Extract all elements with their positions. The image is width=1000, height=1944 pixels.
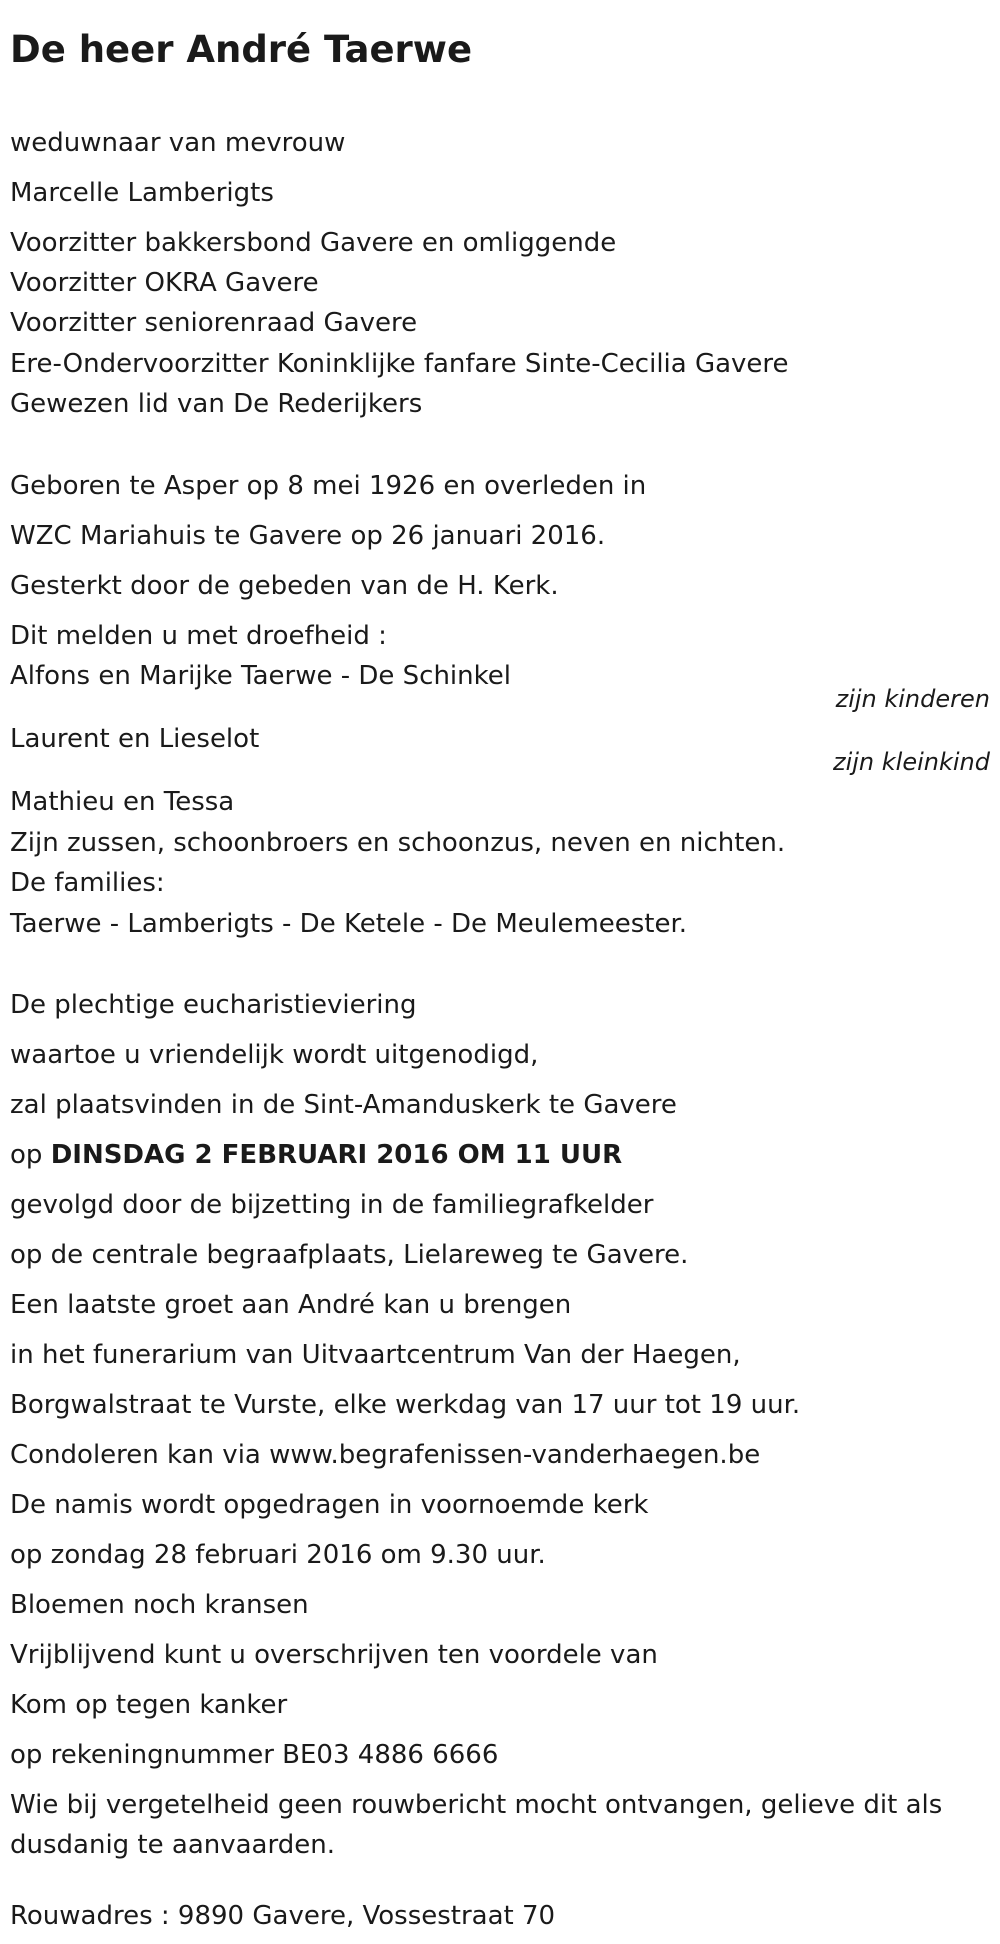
text-line: waartoe u vriendelijk wordt uitgenodigd, [10,1040,539,1070]
mourning-address: Rouwadres : 9890 Gavere, Vossestraat 70 [10,1901,556,1931]
text-line: Kom op tegen kanker [10,1690,288,1720]
text-line: gevolgd door de bijzetting in de familiegrafkelder [10,1190,654,1220]
text-line: in het funerarium van Uitvaartcentrum Van der Haegen, [10,1340,741,1370]
relation-label-children: zijn kinderen [835,685,990,713]
text-line: Vrijblijvend kunt u overschrijven ten voordele van [10,1640,658,1670]
service-date-emphasis: DINSDAG 2 FEBRUARI 2016 OM 11 UUR [50,1140,623,1170]
text-line: Borgwalstraat te Vurste, elke werkdag van 17 uur tot 19 uur. [10,1390,801,1420]
text-line: De plechtige eucharistieviering [10,990,417,1020]
text-line: Mathieu en Tessa [10,787,235,817]
text-line: zal plaatsvinden in de Sint-Amanduskerk te Gavere [10,1090,677,1120]
text-line: Alfons en Marijke Taerwe - De Schinkel [10,661,511,691]
text-paragraph: Wie bij vergetelheid geen rouwbericht mocht ontvangen, gelieve dit als dusdanig te aanvaarden. [10,1790,943,1861]
text-line: Laurent en Lieselot [10,724,260,754]
text-line: Geboren te Asper op 8 mei 1926 en overleden in [10,471,647,501]
text-line: De namis wordt opgedragen in voornoemde kerk [10,1490,649,1520]
relation-label-grandchild: zijn kleinkind [833,748,990,776]
text-line: Marcelle Lamberigts [10,178,274,208]
text-line: Zijn zussen, schoonbroers en schoonzus, neven en nichten. [10,828,786,858]
text-line: weduwnaar van mevrouw [10,128,346,158]
service-date-prefix: op [10,1140,51,1170]
text-line: Ere-Ondervoorzitter Koninklijke fanfare Sinte-Cecilia Gavere [10,349,789,379]
text-line: Dit melden u met droefheid : [10,621,387,651]
text-line: Gewezen lid van De Rederijkers [10,389,423,419]
text-line: Een laatste groet aan André kan u brengen [10,1290,572,1320]
text-line: Gesterkt door de gebeden van de H. Kerk. [10,571,559,601]
text-line: Voorzitter seniorenraad Gavere [10,308,418,338]
service-date-line [10,1139,622,1172]
text-line: WZC Mariahuis te Gavere op 26 januari 2016. [10,521,606,551]
text-line: Voorzitter bakkersbond Gavere en omliggende [10,228,617,258]
text-line: op de centrale begraafplaats, Lielareweg te Gavere. [10,1240,689,1270]
condolence-link-line: Condoleren kan via www.begrafenissen-vanderhaegen.be [10,1440,761,1470]
account-number-line: op rekeningnummer BE03 4886 6666 [10,1740,499,1770]
page-title: De heer André Taerwe [10,28,473,71]
text-line: Bloemen noch kransen [10,1590,309,1620]
text-line: op zondag 28 februari 2016 om 9.30 uur. [10,1540,546,1570]
text-line: Taerwe - Lamberigts - De Ketele - De Meulemeester. [10,909,688,939]
text-line: Voorzitter OKRA Gavere [10,268,319,298]
text-line: De families: [10,868,165,898]
